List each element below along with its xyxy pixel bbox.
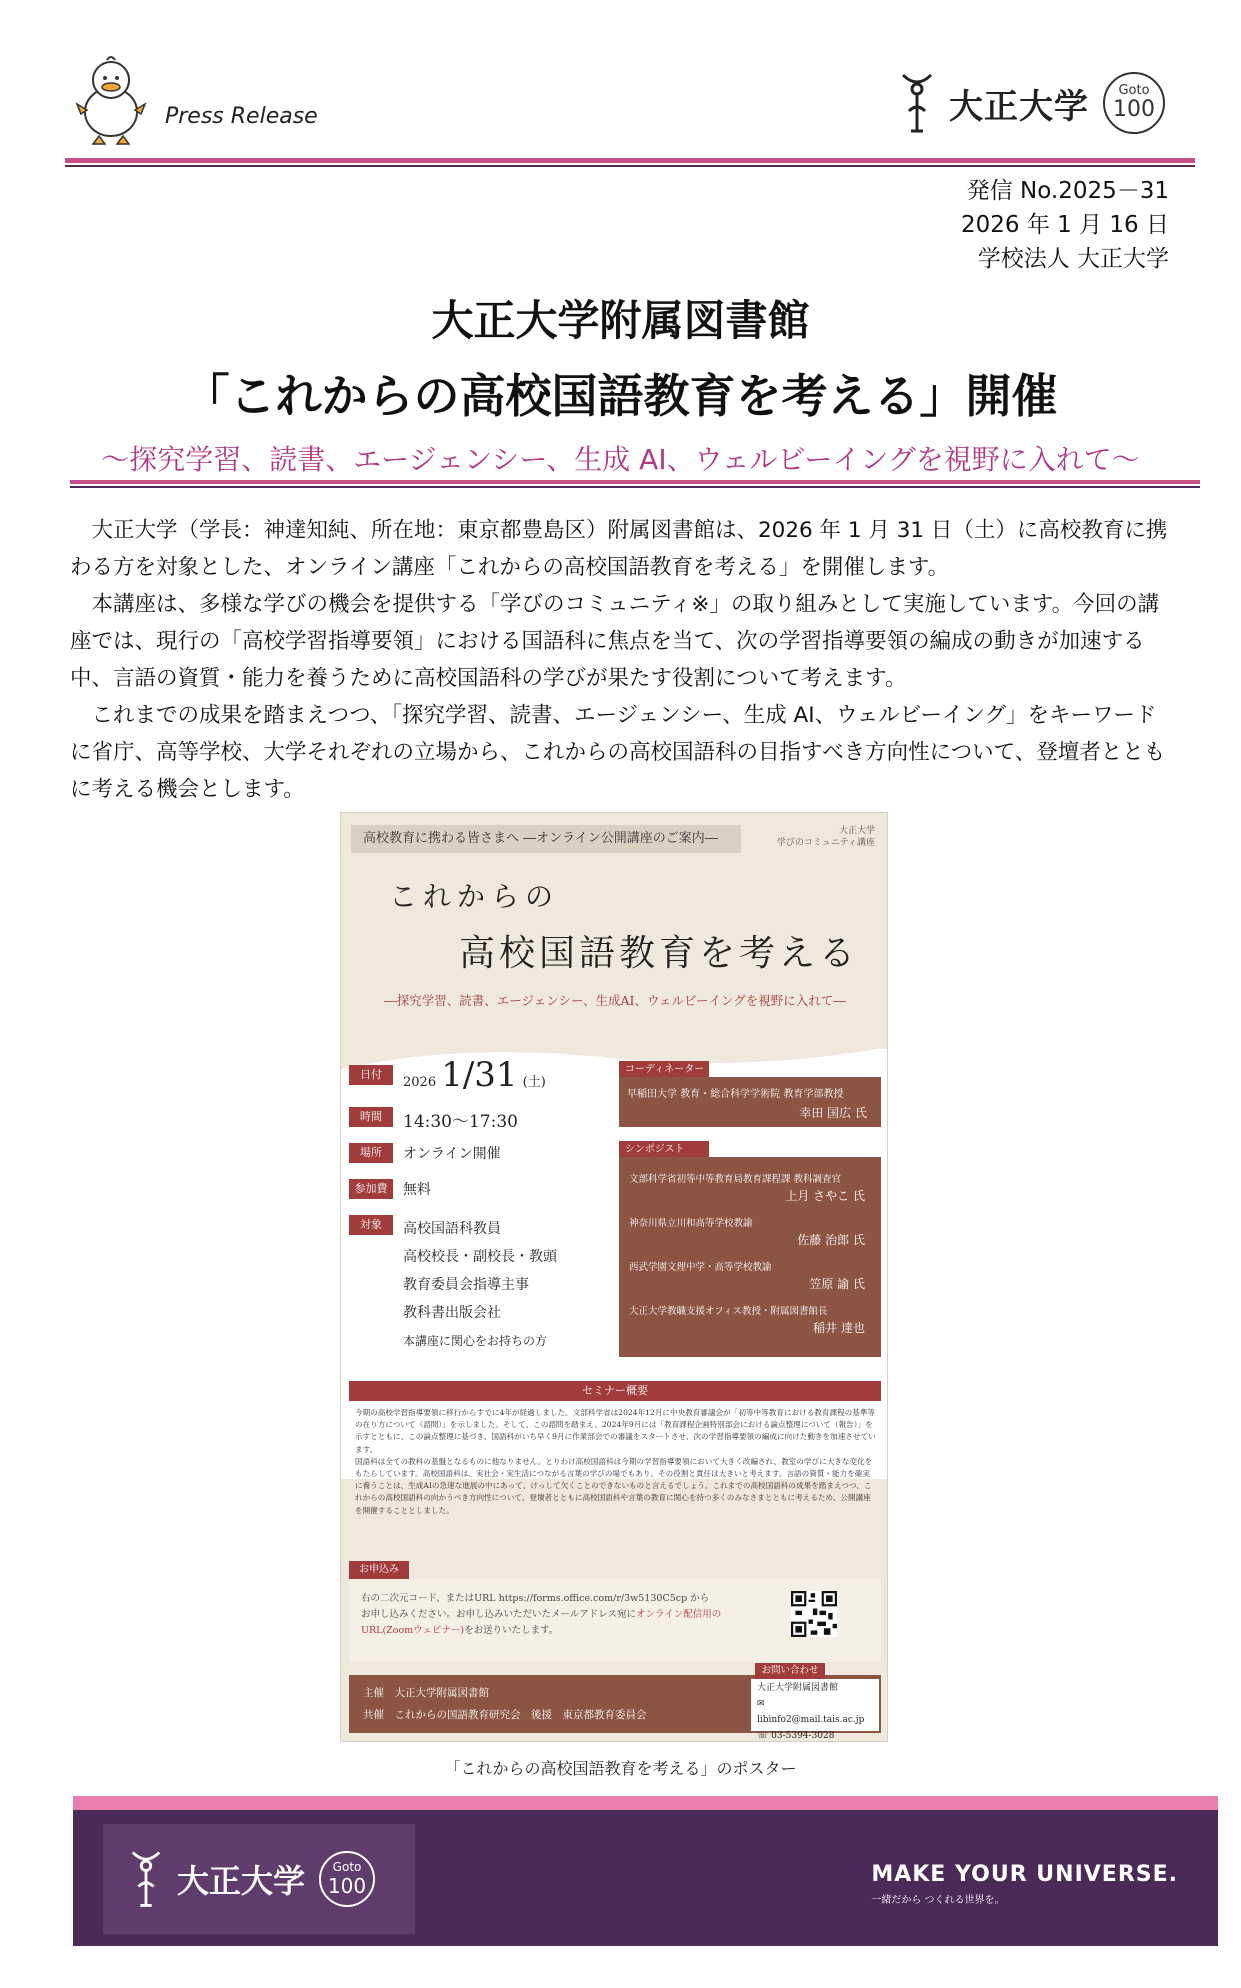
slogan-main: MAKE YOUR UNIVERSE. xyxy=(871,1862,1178,1887)
overview-paragraph-2: 国語科は全ての教科の基盤となるものに他なりません。とりわけ高校国語科は今期の学習指導要領において大きく改編され、教室の学びに大きな変化をもたらしています。高校国語科は、実社会・実生活につながる言葉の学びの場でもあり、その役割と責任は大きいと考えます。言語の資質・能力を確実に養うことは、生成AIの急速な進展の中にあって、けっして欠くことのできないものと言えるでしょう。これまでの高校国語科の成果を踏まえつつ、これからの高校国語科の向かうべき方向性について、登壇者とともに高校国語科や言葉の教育に関心を持つ多くのみなさまとともに考えるため、公開講座を開催することとしました。 xyxy=(355,1456,873,1515)
footer-university-name: 大正大学 xyxy=(177,1862,306,1900)
coordinator-name: 幸田 国広 氏 xyxy=(799,1106,867,1120)
time-label: 時間 xyxy=(349,1107,393,1127)
symposist-box xyxy=(619,1157,881,1357)
taisho-emblem-icon xyxy=(129,1847,163,1911)
symposist-org: 西武学園文理中学・高等学校教諭 xyxy=(629,1262,772,1273)
subtitle-divider-dark xyxy=(70,486,1200,488)
poster-title-line2: 高校国語教育を考える xyxy=(459,933,860,974)
apply-text xyxy=(361,1591,781,1639)
coordinator-box xyxy=(619,1077,881,1127)
contact-box xyxy=(751,1679,879,1741)
page-subtitle: ～探究学習、読書、エージェンシー、生成 AI、ウェルビーイングを視野に入れて～ xyxy=(101,443,1140,476)
target-item: 高校校長・副校長・教頭 xyxy=(403,1249,557,1265)
target-item: 本講座に関心をお持ちの方 xyxy=(403,1334,548,1348)
duck-mascot-icon xyxy=(71,54,151,146)
supporter-name: 東京都教育委員会 xyxy=(562,1709,647,1721)
symposist-org: 神奈川県立川和高等学校教諭 xyxy=(629,1218,753,1229)
taisho-emblem-icon xyxy=(899,71,935,135)
poster-caption: 「これからの高校国語教育を考える」のポスター xyxy=(444,1759,797,1778)
goto-100-badge xyxy=(1103,72,1165,134)
university-logo xyxy=(899,68,1165,138)
community-line1: 大正大学 xyxy=(838,826,875,836)
slogan-sub: 一緒だから つくれる世界を。 xyxy=(871,1895,1005,1906)
page-title-line2: 「これからの高校国語教育を考える」開催 xyxy=(183,369,1058,423)
body-paragraph-3: これまでの成果を踏まえつつ、「探究学習、読書、エージェンシー、生成 AI、ウェルビーイング」をキーワードに省庁、高等学校、大学それぞれの立場から、これからの高校国語科の目指すべき方向性について、登壇者とともに考える機会とします。 xyxy=(70,703,1166,802)
contact-heading: お問い合わせ xyxy=(755,1663,825,1679)
target-label: 対象 xyxy=(349,1215,393,1235)
fee-label: 参加費 xyxy=(349,1179,393,1199)
symposist-name: 上月 さやこ 氏 xyxy=(785,1189,865,1203)
footer-slogan xyxy=(871,1862,1178,1906)
page-title-line1: 大正大学附属図書館 xyxy=(431,296,810,345)
community-line2: 学びのコミュニティ講座 xyxy=(776,838,875,848)
supporter-label: 後援 xyxy=(531,1709,552,1721)
symposist-name: 佐藤 治郎 氏 xyxy=(797,1233,865,1247)
co-organizer-line xyxy=(363,1707,647,1722)
co-organizer-name: これからの国語教育研究会 xyxy=(394,1709,521,1721)
target-list xyxy=(403,1215,557,1355)
overview-paragraph-1: 今期の高校学習指導要領に移行からすでに4年が経過しました。文部科学省は2024年12月に中央教育審議会が「初等中等教育における教育課程の基準等の在り方について（諮問）」を示しました。そして、この諮問を踏まえ、2024年9月には「教育課程企画特別部会における論点整理について（報告）」を示すとともに、この論点整理に基づき、国語科がいち早く9月に作業部会での審議をスタートさせ、次の学習指導要領の編成に向けた動きを加速させています。 xyxy=(355,1408,876,1454)
poster-banner: 高校教育に携わる皆さまへ ―オンライン公開講座のご案内― xyxy=(351,825,741,853)
apply-heading: お申込み xyxy=(349,1561,409,1579)
co-organizer-label: 共催 xyxy=(363,1709,384,1721)
qr-code-icon[interactable] xyxy=(791,1591,837,1637)
fee-value: 無料 xyxy=(403,1182,431,1198)
overview-heading: セミナー概要 xyxy=(349,1381,881,1401)
date-year: 2026 xyxy=(403,1075,437,1090)
place-label: 場所 xyxy=(349,1143,393,1163)
apply-line3: をお送りいたします。 xyxy=(464,1625,559,1636)
apply-red2: URL(Zoomウェビナー) xyxy=(361,1625,465,1636)
university-name: 大正大学 xyxy=(949,86,1089,127)
poster-community-logo xyxy=(777,825,875,849)
target-item: 高校国語科教員 xyxy=(403,1221,501,1237)
footer-goto-badge xyxy=(319,1851,375,1907)
phone-icon: ☏ xyxy=(757,1731,772,1741)
mail-icon: ✉ xyxy=(757,1699,765,1709)
release-date: 2026 年 1 月 16 日 xyxy=(961,212,1169,238)
organizer-label: 主催 xyxy=(363,1687,384,1699)
footer-logo xyxy=(103,1824,415,1934)
target-item: 教育委員会指導主事 xyxy=(403,1277,529,1293)
date-value xyxy=(403,1055,546,1095)
page-footer xyxy=(73,1810,1218,1946)
apply-box xyxy=(349,1579,881,1661)
apply-red1: オンライン配信用の xyxy=(636,1609,722,1620)
apply-line1[interactable]: 右の二次元コード、またはURL https://forms.office.com/r/3w5130C5cp から xyxy=(361,1593,710,1604)
header-divider xyxy=(65,158,1195,163)
organizer-line xyxy=(363,1685,489,1700)
page-header xyxy=(65,40,1195,160)
body-paragraph-1: 大正大学（学長：神達知純、所在地：東京都豊島区）附属図書館は、2026 年 1 月 31 日（土）に高校教育に携わる方を対象とした、オンライン講座「これからの高校国語教育を考える」を開催します。 xyxy=(70,518,1168,580)
date-dow: (土) xyxy=(522,1075,546,1090)
press-release-label: Press Release xyxy=(165,104,318,129)
date-label: 日付 xyxy=(349,1065,393,1085)
poster-title-line1: これからの xyxy=(389,880,560,913)
release-number: 発信 No.2025－31 xyxy=(966,178,1169,204)
poster-subtitle: ―探究学習、読書、エージェンシー、生成AI、ウェルビーイングを視野に入れて― xyxy=(384,993,846,1008)
body-text xyxy=(70,512,1170,808)
contact-email[interactable]: libinfo2@mail.tais.ac.jp xyxy=(757,1715,865,1725)
symposist-heading: シンポジスト xyxy=(619,1141,709,1159)
header-divider-dark xyxy=(65,165,1195,167)
coordinator-heading: コーディネーター xyxy=(619,1061,709,1079)
symposist-org: 大正大学教職支援オフィス教授・附属図書館長 xyxy=(629,1306,828,1317)
goto-number: 100 xyxy=(1113,97,1155,123)
contact-phone: 03-5394-3028 xyxy=(771,1731,835,1741)
release-meta xyxy=(961,174,1169,276)
symposist-name: 笠原 諭 氏 xyxy=(809,1277,865,1291)
place-value: オンライン開催 xyxy=(403,1146,501,1162)
time-value: 14:30～17:30 xyxy=(403,1112,518,1132)
goto-label: Goto xyxy=(1118,82,1150,98)
footer-pink-stripe xyxy=(73,1796,1218,1810)
footer-goto-label: Goto xyxy=(332,1860,362,1875)
release-issuer: 学校法人 大正大学 xyxy=(977,246,1169,272)
symposist-name: 稲井 達也 xyxy=(813,1321,865,1335)
symposist-org: 文部科学省初等中等教育局教育課程課 教科調査官 xyxy=(629,1174,842,1185)
apply-line2: お申し込みください。お申し込みいただいたメールアドレス宛に xyxy=(361,1609,637,1620)
overview-text xyxy=(355,1407,877,1517)
contact-org: 大正大学附属図書館 xyxy=(757,1683,839,1693)
organizer-name: 大正大学附属図書館 xyxy=(394,1687,489,1699)
event-poster xyxy=(340,812,888,1742)
target-item: 教科書出版会社 xyxy=(403,1305,501,1321)
coordinator-org: 早稲田大学 教育・総合科学学術院 教育学部教授 xyxy=(627,1089,844,1100)
date-main: 1/31 xyxy=(441,1055,518,1095)
subtitle-divider xyxy=(70,480,1200,484)
footer-goto-number: 100 xyxy=(327,1873,367,1898)
body-paragraph-2: 本講座は、多様な学びの機会を提供する「学びのコミュニティ※」の取り組みとして実施しています。今回の講座では、現行の「高校学習指導要領」における国語科に焦点を当て、次の学習指導要領の編成の動きが加速する中、言語の資質・能力を養うために高校国語科の学びが果たす役割について考えます。 xyxy=(70,592,1160,691)
